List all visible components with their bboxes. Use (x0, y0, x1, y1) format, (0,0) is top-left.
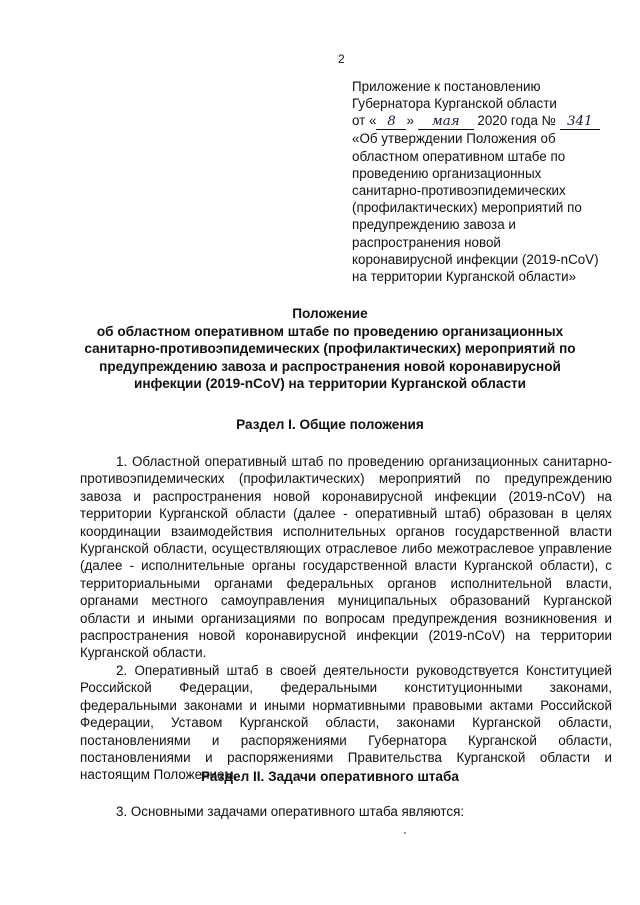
handwritten-doc-number: 341 (560, 115, 600, 130)
annex-line-2: Губернатора Курганской области (352, 96, 557, 112)
date-mid: » (406, 113, 414, 129)
date-year: 2020 года № (477, 113, 556, 129)
section-2-heading: Раздел II. Задачи оперативного штаба (201, 769, 459, 784)
annex-line: проведению организационных (352, 165, 542, 181)
annex-line: «Об утверждении Положения об (352, 131, 556, 147)
annex-line: распространения новой (352, 234, 501, 250)
paragraph-3: 3. Основными задачами оперативного штаба являются: (116, 804, 465, 819)
page-number: 2 (338, 52, 345, 66)
paragraph-2: 2. Оперативный штаб в своей деятельности руководствуется Конституцией Российской Федерации, федеральными конституционными законами, федеральными законами и иными нормативными правовыми актами Российской Федерации, Уставом Курганской области, законами Курганской области, постановлениями и распоряжениями Губернатора Курганской области, постановлениями и распоряжениями Правительства Курганской области и настоящим Положением. (80, 662, 612, 783)
handwritten-month: мая (418, 115, 474, 130)
date-prefix: от « (352, 113, 377, 129)
annex-line: на территории Курганской области» (352, 269, 577, 285)
annex-line: (профилактических) мероприятий по (352, 200, 582, 216)
annex-line-1: Приложение к постановлению (352, 79, 541, 94)
annex-line: санитарно-противоэпидемических (352, 183, 566, 199)
section-2-body (80, 803, 612, 820)
document-title (60, 305, 600, 393)
handwritten-day: 8 (376, 115, 406, 130)
paragraph-1: 1. Областной оперативный штаб по проведению организационных санитарно-противоэпидемических (профилактических) мероприятий по предупреждению завоза и распространения новой коронавирусной инфекции (2019-nCoV) на территории Курганской области (далее - оперативный штаб) образован в целях координации взаимодействия исполнительных органов государственной власти Курганской области, осуществляющих отраслевое либо межотраслевое управление (далее - исполнительные органы государственной власти Курганской области), с территориальными органами федеральных органов исполнительной власти, органами местного самоуправления муниципальных образований Курганской области и иными организациями по вопросам предупреждения возникновения и распространения новой коронавирусной инфекции (2019-nCoV) на территории Курганской области. (80, 454, 612, 661)
section-1-body (80, 453, 612, 784)
scan-speck (404, 832, 406, 834)
section-1-heading: Раздел I. Общие положения (236, 417, 424, 432)
title-line: инфекции (2019-nCoV) на территории Курганской области (133, 376, 527, 392)
annex-line: предупреждению завоза и (352, 217, 516, 233)
annex-block (352, 78, 632, 285)
annex-line: областном оперативном штабе по (352, 148, 566, 164)
title-line: санитарно-противоэпидемических (профилактических) мероприятий по (84, 341, 576, 357)
title-line: Положение (292, 306, 368, 321)
title-line: об областном оперативном штабе по проведению организационных (96, 323, 564, 339)
annex-line: коронавирусной инфекции (2019-nCoV) (352, 251, 599, 267)
annex-date-line (352, 112, 632, 130)
title-line: предупреждению завоза и распространения новой коронавирусной (99, 358, 561, 374)
